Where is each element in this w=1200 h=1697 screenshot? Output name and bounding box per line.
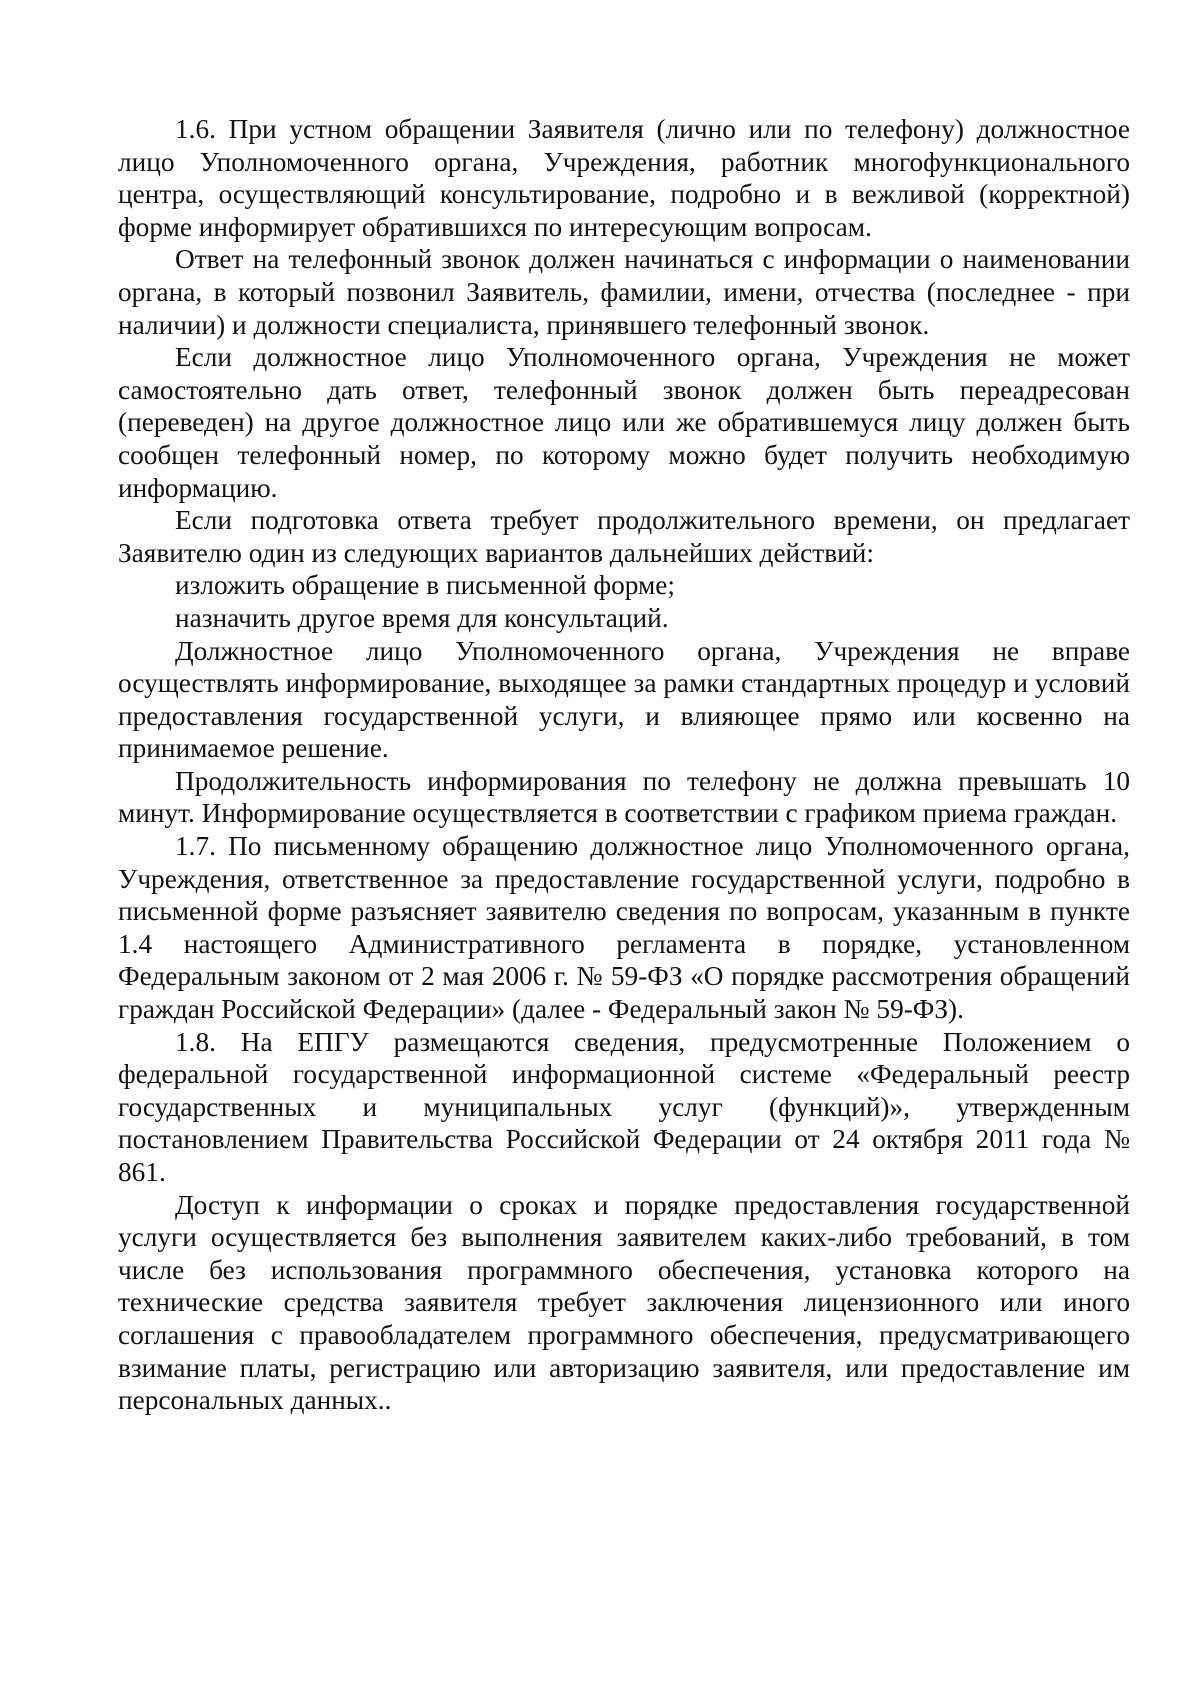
paragraph-phone-duration: Продолжительность информирования по телефону не должна превышать 10 минут. Информирование осуществляется в соответствии с графиком приема граждан. — [118, 765, 1130, 829]
paragraph-information-access: Доступ к информации о сроках и порядке предоставления государственной услуги осуществляется без выполнения заявителем каких-либо требований, в том числе без использования программного обеспечения, установка которого на технические средства заявителя требует заключения лицензионного или иного соглашения с правообладателем программного обеспечения, предусматривающего взимание платы, регистрацию или авторизацию заявителя, или предоставление им персональных данных.. — [118, 1189, 1130, 1416]
list-item-written-form: изложить обращение в письменной форме; — [175, 570, 675, 601]
paragraph-1-7-written-appeal: 1.7. По письменному обращению должностное лицо Уполномоченного органа, Учреждения, ответственное за предоставление государственной услуги, подробно в письменной форме разъясняет заявителю сведения по вопросам, указанным в пункте 1.4 настоящего Административного регламента в порядке, установленном Федеральным законом от 2 мая 2006 г. № 59-ФЗ «О порядке рассмотрения обращений граждан Российской Федерации» (далее - Федеральный закон № 59-ФЗ). — [118, 831, 1130, 1025]
document-page — [118, 113, 1130, 1417]
paragraph-informing-limits: Должностное лицо Уполномоченного органа, Учреждения не вправе осуществлять информирование, выходящее за рамки стандартных процедур и условий предоставления государственной услуги, и влияющее прямо или косвенно на принимаемое решение. — [118, 635, 1130, 764]
paragraph-1-8-epgu: 1.8. На ЕПГУ размещаются сведения, предусмотренные Положением о федеральной государственной информационной системе «Федеральный реестр государственных и муниципальных услуг (функций)», утвержденным постановлением Правительства Российской Федерации от 24 октября 2011 года № 861. — [118, 1026, 1130, 1187]
paragraph-phone-redirect: Если должностное лицо Уполномоченного органа, Учреждения не может самостоятельно дать ответ, телефонный звонок должен быть переадресован (переведен) на другое должностное лицо или же обратившемуся лицу должен быть сообщен телефонный номер, по которому можно будет получить необходимую информацию. — [118, 342, 1130, 503]
paragraph-1-6-oral-consultation: 1.6. При устном обращении Заявителя (лично или по телефону) должностное лицо Уполномоченного органа, Учреждения, работник многофункционального центра, осуществляющий консультирование, подробно и в вежливой (корректной) форме информирует обратившихся по интересующим вопросам. — [118, 114, 1130, 242]
paragraph-phone-answer: Ответ на телефонный звонок должен начинаться с информации о наименовании органа, в который позвонил Заявитель, фамилии, имени, отчества (последнее - при наличии) и должности специалиста, принявшего телефонный звонок. — [118, 244, 1130, 340]
paragraph-long-preparation: Если подготовка ответа требует продолжительного времени, он предлагает Заявителю один из следующих вариантов дальнейших действий: — [118, 505, 1130, 568]
list-item-other-time: назначить другое время для консультаций. — [175, 602, 669, 633]
